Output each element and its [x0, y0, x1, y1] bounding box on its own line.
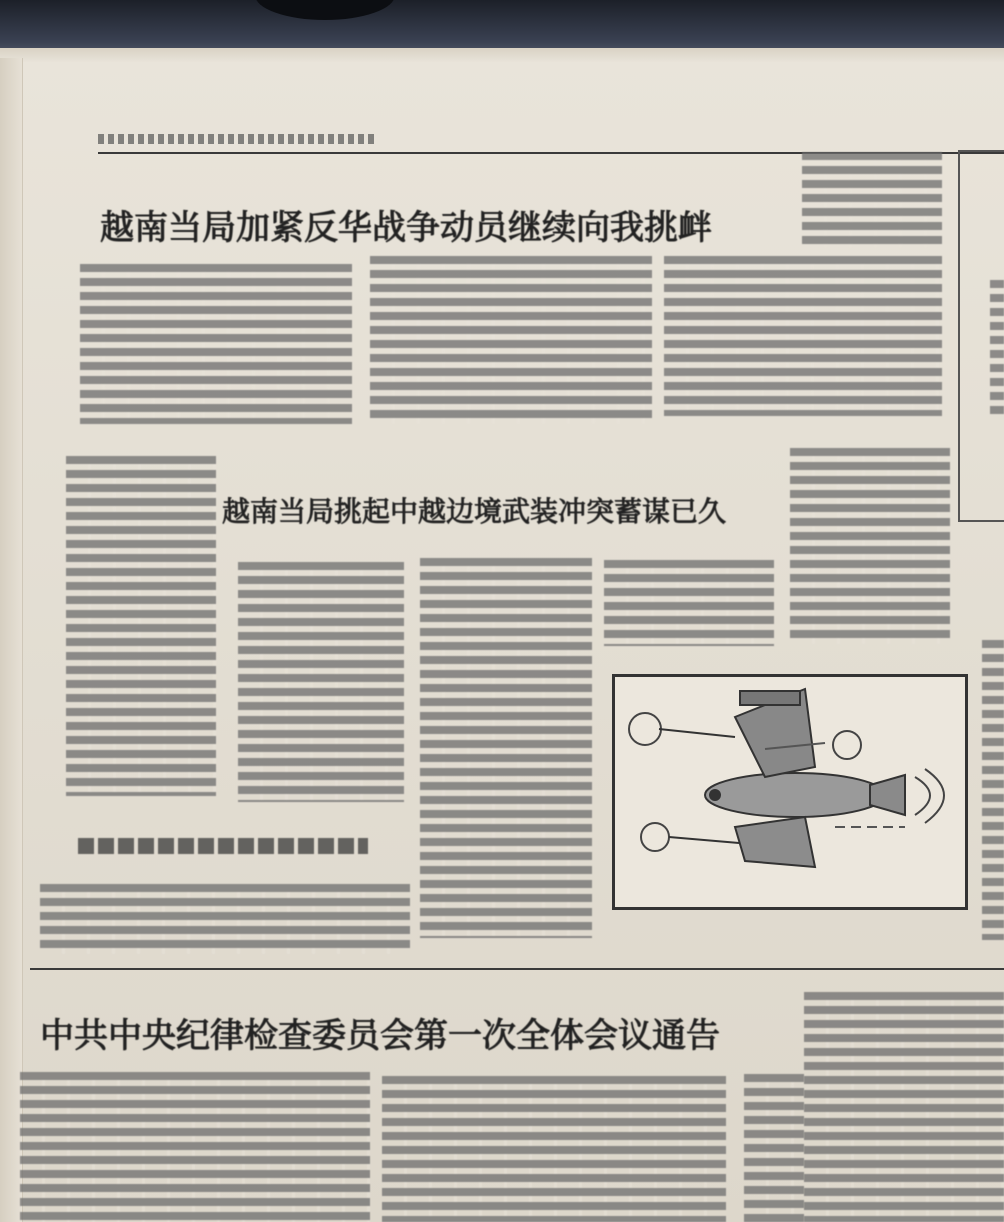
article1-headline: 越南当局加紧反华战争动员继续向我挑衅	[100, 208, 712, 248]
article1-column-1	[80, 264, 352, 424]
article2-left-column	[66, 456, 216, 796]
article3-column-3	[804, 992, 1004, 1222]
article1-column-2	[370, 256, 652, 424]
article2-column-2	[238, 562, 404, 802]
cartoon-drawing	[615, 677, 965, 907]
right-edge-column-1	[990, 280, 1004, 420]
page-folio	[98, 134, 378, 144]
subitem-heading	[78, 838, 368, 854]
paper-left-edge	[0, 58, 23, 1222]
section-divider	[30, 968, 1004, 970]
article3-column-1	[20, 1072, 370, 1222]
article2-column-5	[790, 448, 950, 644]
right-edge-column-2	[982, 640, 1004, 940]
article1-top-right-block	[802, 152, 942, 248]
cartoon-illustration	[612, 674, 968, 910]
article2-column-3	[420, 558, 592, 938]
subitem-text	[40, 884, 410, 954]
paper-top-edge	[0, 48, 1004, 62]
article1-column-3	[664, 256, 942, 416]
article2-column-4	[604, 560, 774, 646]
dark-object	[255, 0, 395, 20]
article3-headline: 中共中央纪律检查委员会第一次全体会议通告	[40, 1016, 720, 1056]
article3-column-4	[744, 1074, 804, 1222]
article2-headline: 越南当局挑起中越边境武装冲突蓄谋已久	[222, 495, 727, 528]
article3-column-2	[382, 1076, 726, 1222]
